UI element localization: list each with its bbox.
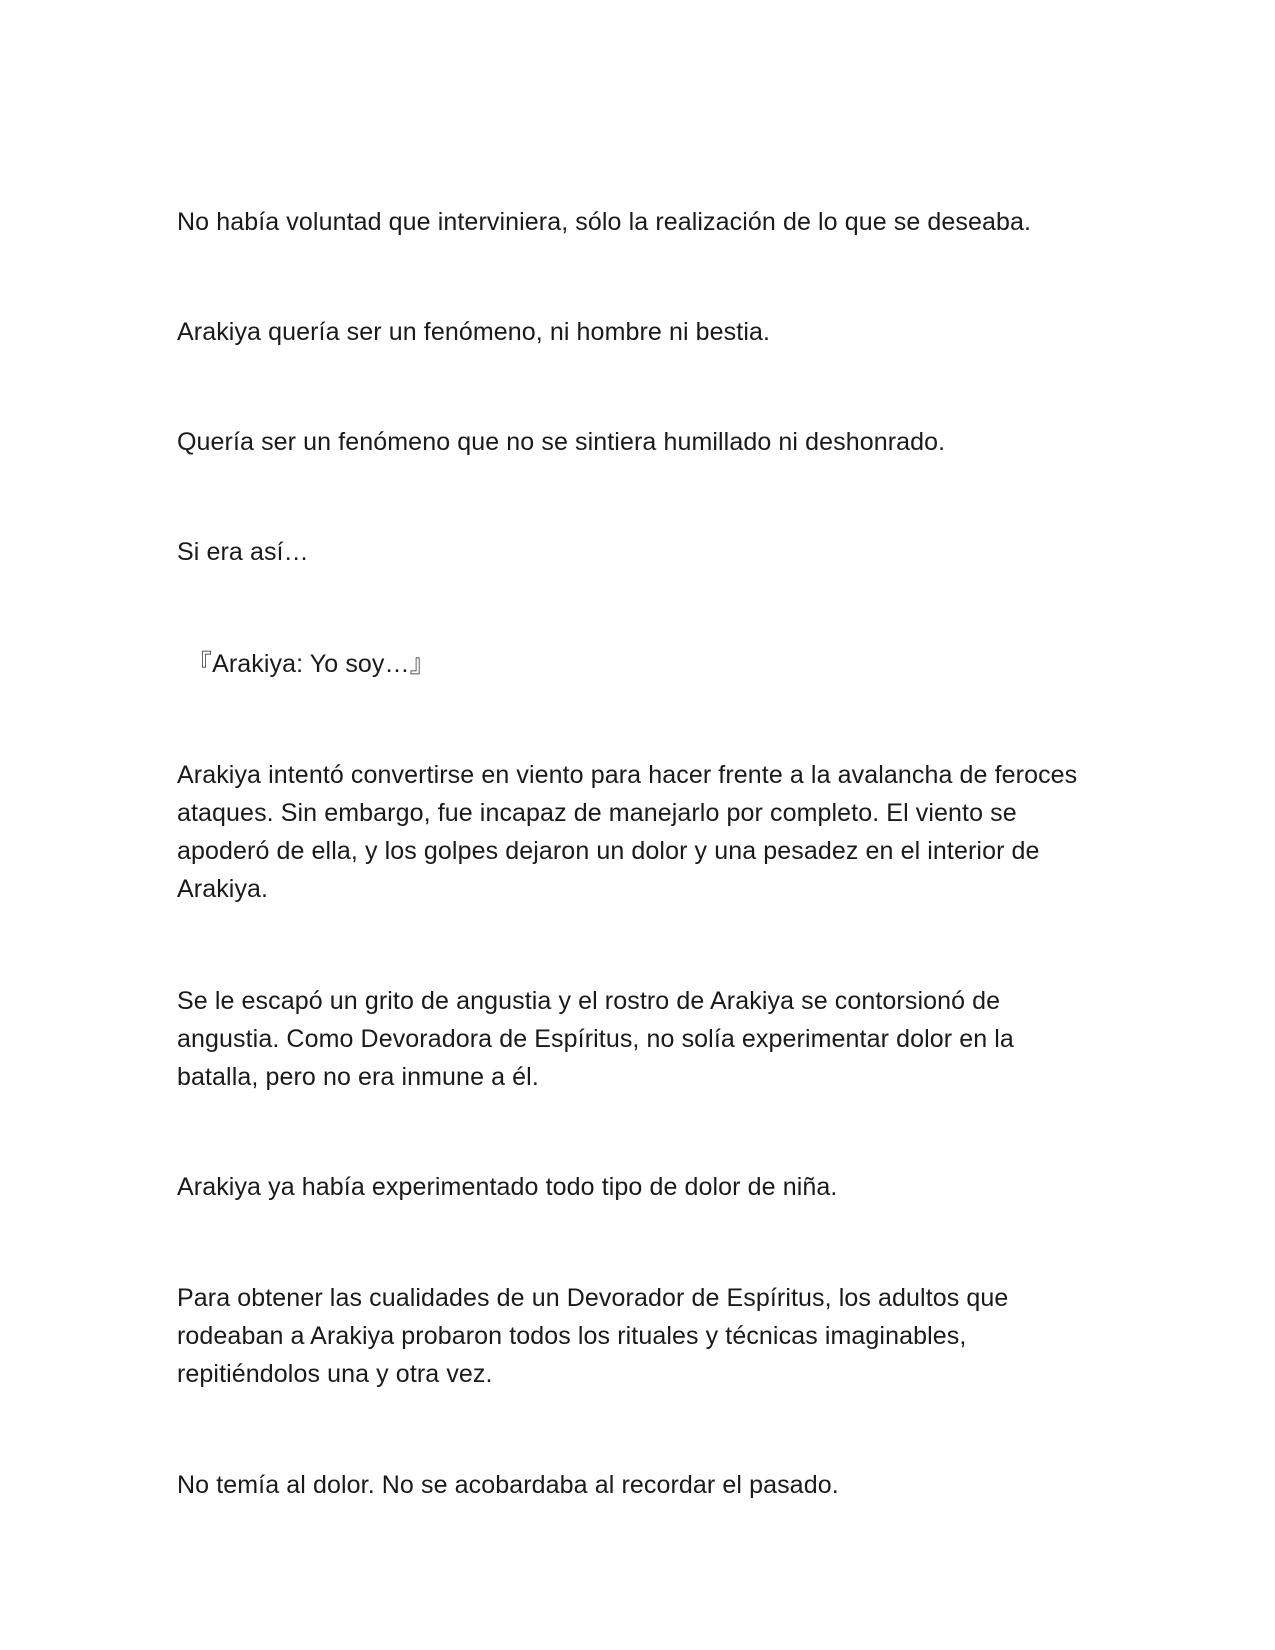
dialogue-line: 『Arakiya: Yo soy…』 (187, 650, 435, 678)
paragraph-9: Para obtener las cualidades de un Devorador de Espíritus, los adultos que rodeaban a Arakiya probaron todos los rituales y técnicas imaginables, repitiéndolos una y otra vez. (177, 1284, 1009, 1388)
paragraph-7: Se le escapó un grito de angustia y el rostro de Arakiya se contorsionó de angustia. Como Devoradora de Espíritus, no solía experimentar dolor en la batalla, pero no era inmune a él. (177, 987, 1014, 1091)
paragraph-4: Si era así… (177, 538, 309, 566)
paragraph-6: Arakiya intentó convertirse en viento para hacer frente a la avalancha de feroces ataques. Sin embargo, fue incapaz de manejarlo por completo. El viento se apoderó de ella, y los golpes dejaron un dolor y una pesadez en el interior de Arakiya. (177, 761, 1078, 903)
paragraph-10: No temía al dolor. No se acobardaba al recordar el pasado. (177, 1471, 839, 1499)
paragraph-1: No había voluntad que interviniera, sólo la realización de lo que se deseaba. (177, 208, 1032, 236)
paragraph-3: Quería ser un fenómeno que no se sintiera humillado ni deshonrado. (177, 428, 946, 456)
paragraph-2: Arakiya quería ser un fenómeno, ni hombre ni bestia. (177, 318, 771, 346)
paragraph-8: Arakiya ya había experimentado todo tipo de dolor de niña. (177, 1173, 838, 1201)
